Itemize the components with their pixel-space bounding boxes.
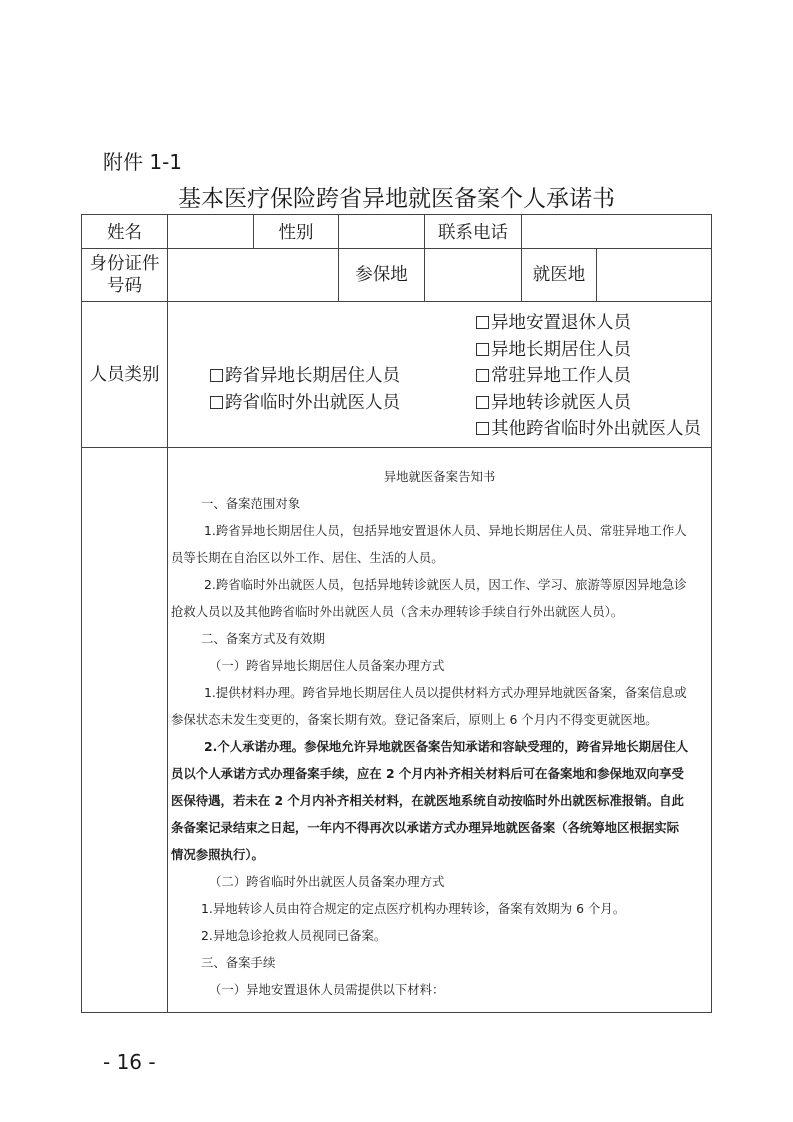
- insured-place-label: 参保地: [355, 265, 408, 285]
- category-options-left: [210, 363, 400, 416]
- category-option[interactable]: 其他跨省临时外出就医人员: [476, 416, 701, 443]
- category-option[interactable]: 异地长期居住人员: [476, 337, 701, 364]
- notice-line: 三、备案手续: [201, 955, 276, 970]
- notice-line: 1.异地转诊人员由符合规定的定点医疗机构办理转诊，备案有效期为 6 个月。: [201, 901, 626, 916]
- notice-line: （一）异地安置退休人员需提供以下材料：: [209, 982, 445, 997]
- gender-field[interactable]: [339, 216, 424, 249]
- id-field[interactable]: [168, 249, 338, 301]
- checkbox-icon[interactable]: [476, 396, 489, 409]
- notice-line: （二）跨省临时外出就医人员备案办理方式: [209, 874, 445, 889]
- notice-body: [167, 490, 712, 1003]
- treatment-place-label: 就医地: [532, 265, 586, 285]
- category-option[interactable]: 异地安置退休人员: [476, 310, 701, 337]
- category-options-right: [476, 310, 701, 443]
- name-field[interactable]: [168, 216, 253, 249]
- category-label: 人员类别: [89, 364, 160, 385]
- checkbox-icon[interactable]: [476, 369, 489, 382]
- notice-line: 医保待遇，若未在 2 个月内补齐相关材料，在就医地系统自动按临时外出就医标准报销。自此: [171, 793, 684, 808]
- id-label: [82, 249, 167, 301]
- attachment-label: 附件 1-1: [103, 150, 183, 174]
- notice-line: 员以个人承诺方式办理备案手续，应在 2 个月内补齐相关材料后可在备案地和参保地双向享受: [171, 766, 684, 781]
- name-label: 姓名: [107, 222, 142, 243]
- notice-section: [167, 463, 712, 1003]
- category-option[interactable]: 跨省异地长期居住人员: [210, 363, 400, 390]
- notice-line: 2.跨省临时外出就医人员，包括异地转诊就医人员，因工作、学习、旅游等原因异地急诊: [204, 577, 687, 592]
- notice-line: 1.跨省异地长期居住人员，包括异地安置退休人员、异地长期居住人员、常驻异地工作人: [204, 523, 687, 538]
- notice-line: （一）跨省异地长期居住人员备案办理方式: [209, 658, 445, 673]
- category-option[interactable]: 异地转诊就医人员: [476, 390, 701, 417]
- notice-line: 一、备案范围对象: [201, 496, 301, 511]
- treatment-place-field[interactable]: [597, 249, 711, 301]
- insured-place-field[interactable]: [425, 249, 521, 301]
- notice-line: 2.异地急诊抢救人员视同已备案。: [201, 928, 387, 943]
- category-option[interactable]: 跨省临时外出就医人员: [210, 390, 400, 417]
- notice-line: 二、备案方式及有效期: [201, 631, 325, 646]
- notice-line: 条备案记录结束之日起，一年内不得再次以承诺方式办理异地就医备案（各统筹地区根据实际: [171, 820, 680, 835]
- phone-label: 联系电话: [438, 222, 508, 243]
- checkbox-icon[interactable]: [210, 369, 223, 382]
- notice-line: 员等长期在自治区以外工作、居住、生活的人员。: [171, 550, 444, 565]
- page-title: 基本医疗保险跨省异地就医备案个人承诺书: [178, 186, 615, 212]
- notice-line: 情况参照执行）。: [171, 847, 264, 862]
- id-label-text: 身份证件号码: [89, 254, 160, 296]
- row-divider: [81, 301, 712, 302]
- checkbox-icon[interactable]: [476, 316, 489, 329]
- notice-line: 1.提供材料办理。跨省异地长期居住人员以提供材料方式办理异地就医备案，备案信息或: [204, 685, 687, 700]
- phone-field[interactable]: [522, 216, 711, 249]
- gender-label: 性别: [278, 222, 314, 243]
- checkbox-icon[interactable]: [476, 343, 489, 356]
- row-divider: [81, 447, 712, 448]
- notice-title: 异地就医备案告知书: [383, 469, 496, 484]
- checkbox-icon[interactable]: [210, 396, 223, 409]
- page-number: - 16 -: [103, 1050, 156, 1074]
- checkbox-icon[interactable]: [476, 422, 489, 435]
- category-option[interactable]: 常驻异地工作人员: [476, 363, 701, 390]
- notice-line: 参保状态未发生变更的，备案长期有效。登记备案后，原则上 6 个月内不得变更就医地。: [171, 712, 658, 727]
- notice-line: 2.个人承诺办理。参保地允许异地就医备案告知承诺和容缺受理的，跨省异地长期居住人: [204, 739, 689, 754]
- notice-line: 抢救人员以及其他跨省临时外出就医人员（含未办理转诊手续自行外出就医人员）。: [171, 604, 624, 619]
